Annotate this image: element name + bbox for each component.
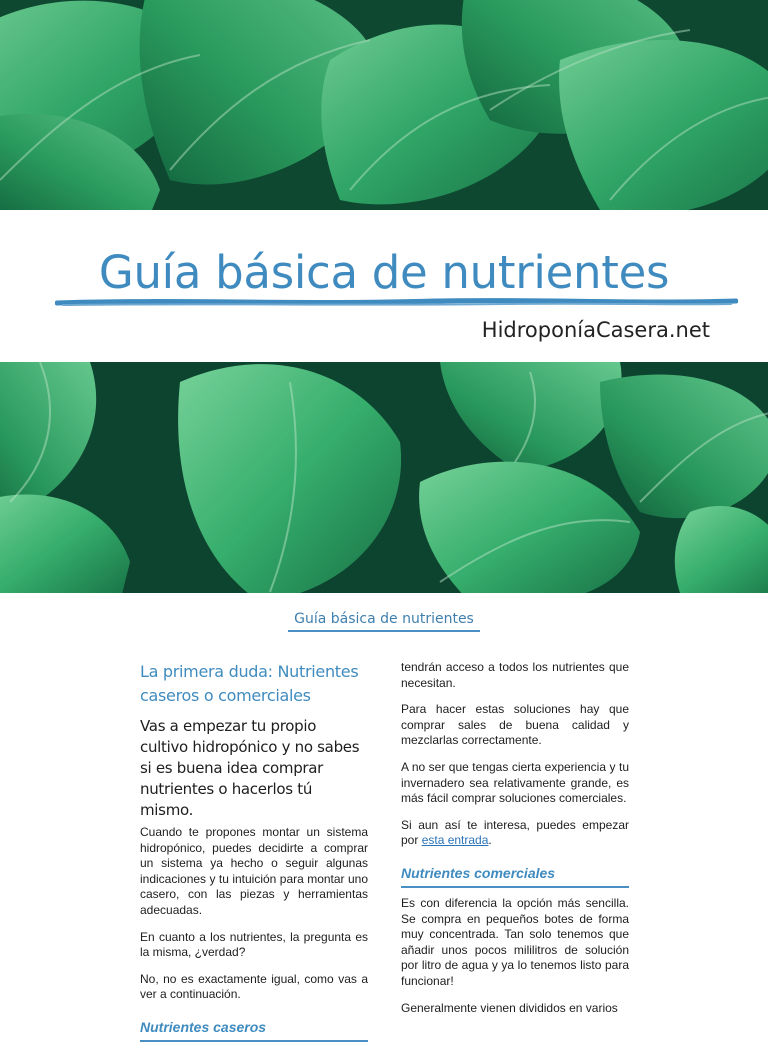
- section-heading: La primera duda: Nutrientes caseros o comerciales: [140, 662, 359, 705]
- header-leaves-photo: [0, 0, 768, 210]
- paragraph-with-link: [401, 818, 629, 849]
- cover-title: Guía básica de nutrientes: [98, 246, 670, 299]
- page-header-title: [0, 611, 768, 632]
- paragraph-text-end: .: [488, 833, 492, 848]
- paragraph: No, no es exactamente igual, como vas a ver a continuación.: [140, 971, 368, 1002]
- paragraph: tendrán acceso a todos los nutrientes que necesitan.: [401, 660, 629, 690]
- paragraph: Es con diferencia la opción más sencilla. Se compra en pequeños botes de forma muy concentrada. Tan solo tenemos que añadir unos pocos mililitros de solución por litro de agua y ya lo tenemos listo para funcionar!: [401, 895, 629, 988]
- left-column: [140, 660, 368, 1050]
- site-name: HidroponíaCasera.net: [481, 318, 710, 342]
- paragraph-text: Si aun así te interesa, puedes empezar por: [401, 817, 629, 848]
- paragraph: Generalmente vienen divididos en varios: [401, 1000, 618, 1015]
- entry-link[interactable]: esta entrada: [421, 833, 489, 848]
- lead-paragraph: Vas a empezar tu propio cultivo hidropónico y no sabes si es buena idea comprar nutrientes o hacerlos tú mismo.: [140, 717, 360, 819]
- paragraph: Cuando te propones montar un sistema hidropónico, puedes decidirte a comprar un sistema ya hecho o seguir algunas indicaciones y tu intuición para montar uno casero, con las piezas y herramientas adecuadas.: [140, 825, 368, 917]
- paragraph: Para hacer estas soluciones hay que comprar sales de buena calidad y mezclarlas correctamente.: [401, 702, 629, 748]
- subheading-homemade: Nutrientes caseros: [140, 1019, 368, 1042]
- right-column: [401, 660, 629, 1027]
- cover-leaves-photo: [0, 362, 768, 593]
- page-header-title-text: Guía básica de nutrientes: [288, 611, 480, 632]
- title-band: [0, 210, 768, 362]
- paragraph: A no ser que tengas cierta experiencia y tu invernadero sea relativamente grande, es más fácil comprar soluciones comerciales.: [401, 759, 629, 806]
- subheading-commercial: Nutrientes comerciales: [401, 865, 629, 888]
- paragraph: En cuanto a los nutrientes, la pregunta es la misma, ¿verdad?: [140, 929, 368, 960]
- brush-underline: [55, 296, 738, 308]
